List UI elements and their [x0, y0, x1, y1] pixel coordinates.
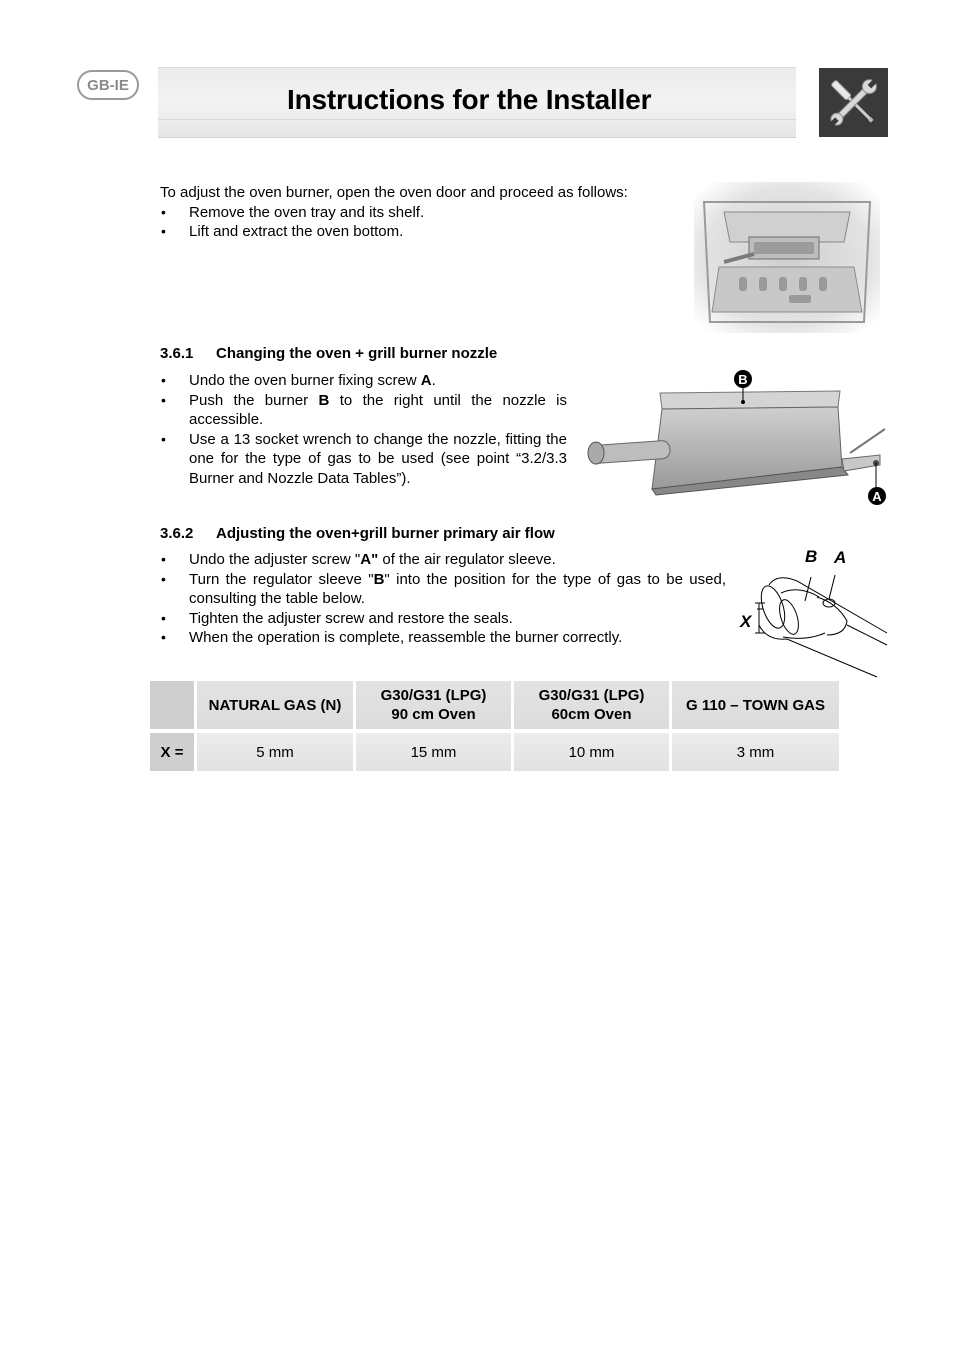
burner-label-a: A [872, 489, 882, 504]
table-header-cell: G30/G31 (LPG) 60cm Oven [514, 681, 669, 729]
table-row [150, 733, 839, 771]
table-cell: 3 mm [672, 733, 839, 771]
table-row-label: X = [150, 733, 194, 771]
gas-settings-table [147, 681, 842, 771]
oven-interior-photo [694, 182, 880, 333]
diagram-label-x: X [740, 612, 752, 631]
list-item: • Lift and extract the oven bottom. [160, 222, 628, 242]
table-header-cell: G30/G31 (LPG) 90 cm Oven [356, 681, 511, 729]
list-item: • Use a 13 socket wrench to change the nozzle, fitting the one for the type of gas to be used (see point “3.2/3.3 Burner and Nozzle Data Tables”). [160, 430, 567, 489]
diagram-label-b: B [805, 547, 818, 566]
burner-label-b: B [738, 372, 748, 387]
section-1-list [160, 371, 567, 488]
list-item: • When the operation is complete, reassemble the burner correctly. [160, 628, 726, 648]
section-2-list [160, 550, 726, 648]
table-cell: 10 mm [514, 733, 669, 771]
diagram-label-a: A [834, 548, 847, 567]
table-corner-cell [150, 681, 194, 729]
burner-photo [580, 367, 890, 509]
intro-paragraph [160, 183, 628, 242]
list-item: • Undo the oven burner fixing screw A. [160, 371, 567, 391]
table-header-cell: NATURAL GAS (N) [197, 681, 353, 729]
list-item: • Undo the adjuster screw "A" of the air regulator sleeve. [160, 550, 726, 570]
intro-list [160, 203, 628, 242]
page-title: Instructions for the Installer [287, 84, 652, 115]
wrench-screwdriver-icon [819, 68, 888, 137]
list-item: • Tighten the adjuster screw and restore the seals. [160, 609, 726, 629]
section-title: Adjusting the oven+grill burner primary air flow [216, 525, 555, 542]
list-item: • Push the burner B to the right until the nozzle is accessible. [160, 391, 567, 430]
table-cell: 15 mm [356, 733, 511, 771]
list-item: • Turn the regulator sleeve "B" into the position for the type of gas to be used, consulting the table below. [160, 570, 726, 609]
list-item: • Remove the oven tray and its shelf. [160, 203, 628, 223]
table-header-row [150, 681, 839, 729]
air-regulator-diagram [737, 545, 889, 683]
table-cell: 5 mm [197, 733, 353, 771]
section-heading-3-6-2 [160, 525, 555, 542]
language-badge: GB-IE [77, 70, 139, 100]
section-number: 3.6.2 [160, 525, 194, 542]
table-header-cell: G 110 – TOWN GAS [672, 681, 839, 729]
intro-text: To adjust the oven burner, open the oven door and proceed as follows: [160, 184, 628, 201]
section-heading-3-6-1 [160, 345, 497, 362]
section-title: Changing the oven + grill burner nozzle [216, 345, 498, 362]
section-number: 3.6.1 [160, 345, 194, 362]
